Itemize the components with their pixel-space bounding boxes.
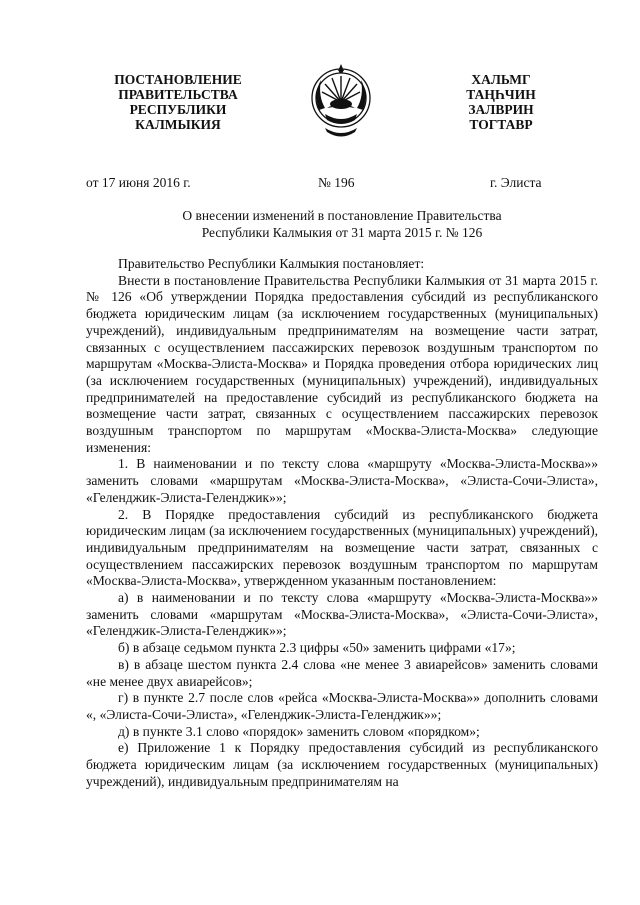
body-paragraph: Правительство Республики Калмыкия постановляет: [118,256,425,271]
header-right-line: ТАҢҺЧИН [466,87,536,102]
body-paragraph: 2. В Порядке предоставления субсидий из республиканского бюджета юридическим лицам (за исключением государственных (муниципальных) учреждений), индивидуальным предпринимателям на возмещение части затрат, связанных с осуществлением пассажирских перевозок воздушным транспортом по маршрутам «Москва-Элиста-Москва», утвержденном указанным постановлением: [86,506,598,589]
title-line: Республики Калмыкия от 31 марта 2015 г. № 126 [201,224,483,240]
header-right-line: ЗАЛВРИН [468,102,534,117]
kalmykia-coat-of-arms-icon [305,58,377,142]
document-body [86,256,598,791]
document-city: г. Элиста [490,175,542,190]
body-paragraph: д) в пункте 3.1 слово «порядок» заменить словом «порядком»; [118,723,480,739]
body-paragraph: е) Приложение 1 к Порядку предоставления субсидий из республиканского бюджета юридическим лицам (за исключением государственных (муниципальных) учреждений), индивидуальным предпринимателям на [86,740,598,789]
body-paragraph: а) в наименовании и по тексту слова «маршруту «Москва-Элиста-Москва»» заменить словами «маршрутам «Москва-Элиста-Москва», «Элиста-Сочи-Элиста», «Геленджик-Элиста-Геленджик»»; [86,590,598,639]
body-paragraph: в) в абзаце шестом пункта 2.4 слова «не менее 3 авиарейсов» заменить словами «не менее двух авиарейсов»; [86,656,598,689]
header-right-line: ХАЛЬМГ [471,72,531,87]
body-paragraph: г) в пункте 2.7 после слов «рейса «Москва-Элиста-Москва»» дополнить словами «, «Элиста-Сочи-Элиста», «Геленджик-Элиста-Геленджик»»; [86,690,598,722]
header-right-line: ТОГТАВР [469,117,533,132]
body-paragraph: 1. В наименовании и по тексту слова «маршруту «Москва-Элиста-Москва»» заменить словами «маршрутам «Москва-Элиста-Москва», «Элиста-Сочи-Элиста», «Геленджик-Элиста-Геленджик»»; [86,456,598,505]
header-left-title [90,72,266,132]
header-left-line: ПРАВИТЕЛЬСТВА [118,87,238,102]
title-line: О внесении изменений в постановление Правительства [182,208,502,223]
header-left-line: ПОСТАНОВЛЕНИЕ [114,72,242,87]
document-date: от 17 июня 2016 г. [86,175,191,190]
header-left-line: КАЛМЫКИЯ [135,117,221,132]
body-paragraph: Внести в постановление Правительства Республики Калмыкия от 31 марта 2015 г. № 126 «Об утверждении Порядка предоставления субсидий из республиканского бюджета юридическим лицам (за исключением государственных (муниципальных) учреждений), индивидуальным предпринимателям на возмещение части затрат, связанных с осуществлением пассажирских перевозок воздушным транспортом по маршрутам «Москва-Элиста-Москва» и Порядка проведения отбора юридических лиц (за исключением государственных (муниципальных) учреждений), индивидуальных предпринимателей на предоставление субсидий из республиканского бюджета на возмещение части затрат, связанных с осуществлением пассажирских перевозок воздушным транспортом по маршрутам «Москва-Элиста-Москва» следующие изменения: [86,272,598,455]
header-right-title [446,72,556,132]
document-number: № 196 [318,175,355,190]
body-paragraph: б) в абзаце седьмом пункта 2.3 цифры «50» заменить цифрами «17»; [118,640,516,656]
header-left-line: РЕСПУБЛИКИ [129,102,227,117]
document-title [86,208,598,241]
